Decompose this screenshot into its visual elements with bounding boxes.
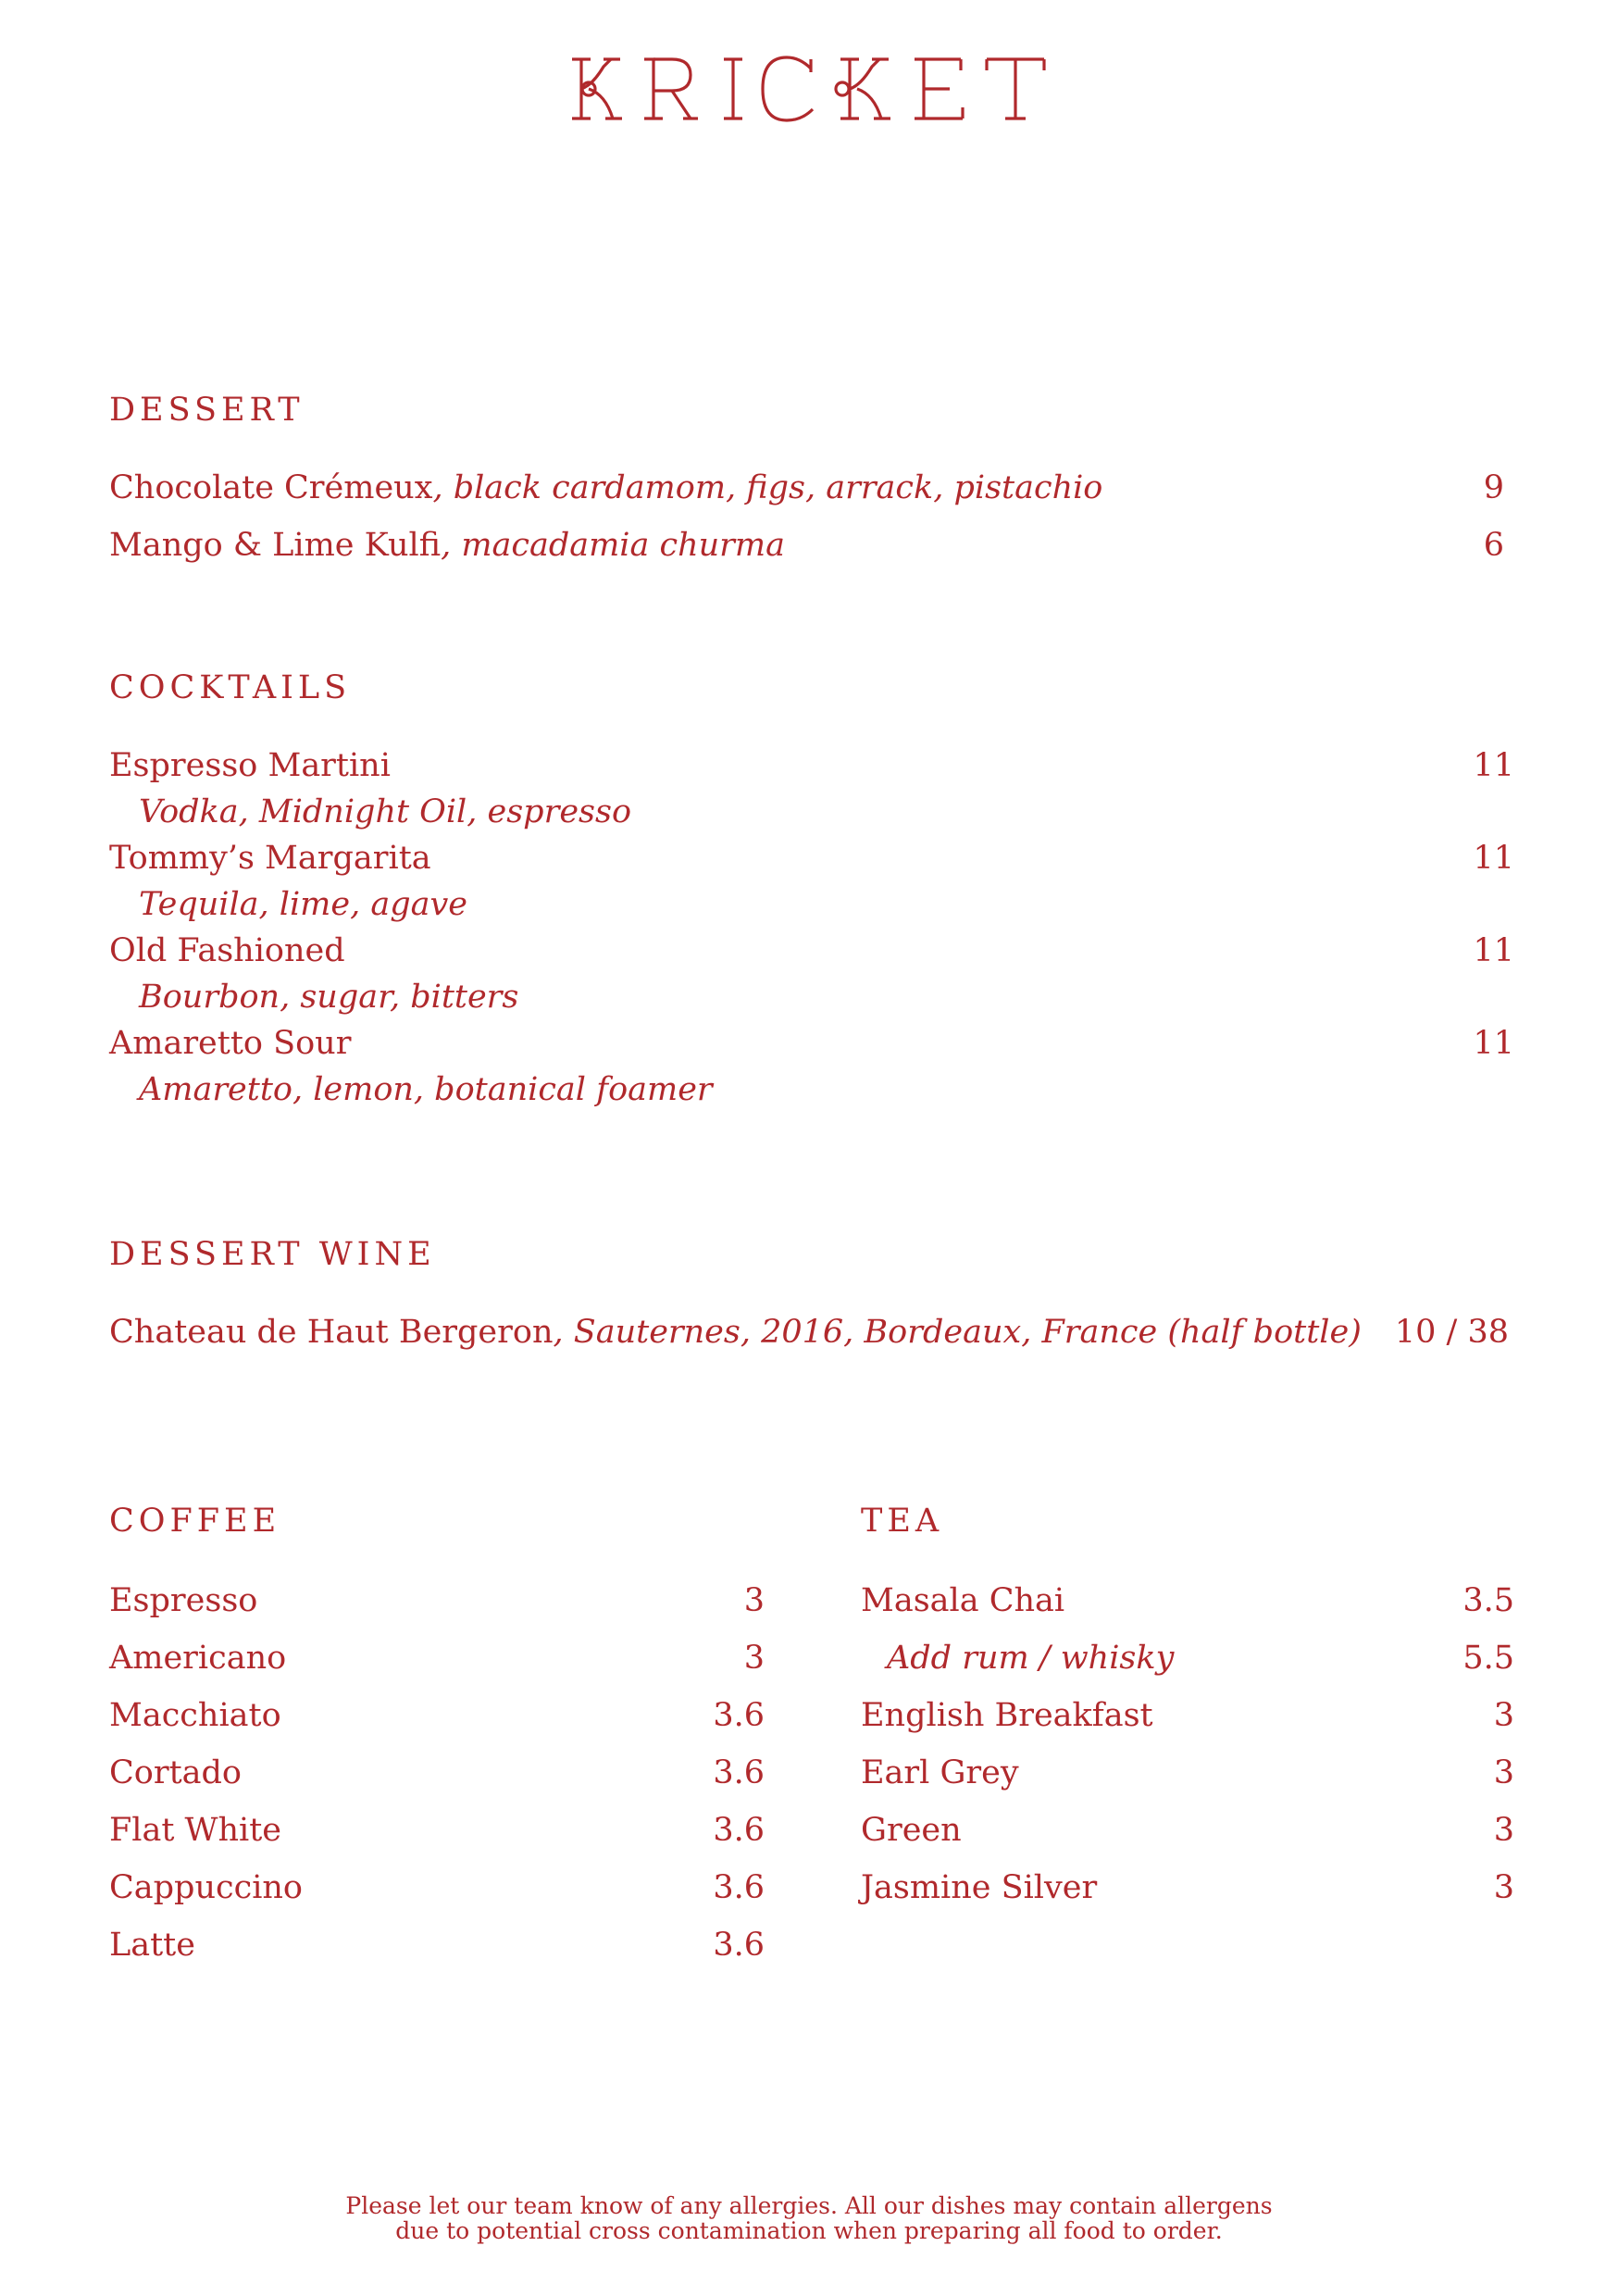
item-description: , black cardamom, figs, arrack, pistachio [432, 469, 1103, 506]
item-name: Macchiato [109, 1697, 281, 1734]
item-name: Americano [109, 1640, 287, 1677]
item-price: 11 [1473, 840, 1514, 877]
item-price: 3.6 [713, 1697, 765, 1734]
item-price: 11 [1473, 747, 1514, 784]
item-name: Chateau de Haut Bergeron [109, 1314, 554, 1351]
item-price: 3 [743, 1582, 765, 1619]
menu-item [109, 1754, 242, 1791]
item-option: Add rum / whisky [887, 1640, 1175, 1677]
kricket-logo-mark [568, 43, 1050, 135]
menu-item [109, 1869, 304, 1906]
item-name: Latte [109, 1927, 195, 1964]
menu-item [861, 1812, 962, 1849]
menu-item [109, 842, 431, 875]
menu-item [109, 932, 345, 969]
cocktails-heading: COCKTAILS [109, 669, 352, 706]
item-price: 3 [1493, 1812, 1514, 1849]
kricket-logo [0, 43, 1618, 144]
menu-item [109, 1025, 352, 1062]
item-name: Chocolate Crémeux [109, 469, 433, 506]
menu-item [861, 1754, 1019, 1791]
item-name: English Breakfast [861, 1697, 1153, 1734]
item-name: Earl Grey [861, 1754, 1019, 1791]
menu-item [109, 1812, 282, 1849]
menu-item [109, 1642, 286, 1675]
item-description: , macadamia churma [441, 527, 785, 564]
menu-item [861, 1869, 1098, 1906]
item-name: Amaretto Sour [109, 1025, 352, 1062]
item-description: Tequila, lime, agave [139, 886, 467, 923]
menu-item [109, 527, 785, 564]
allergy-notice-line: due to potential cross contamination when preparing all food to order. [395, 2216, 1223, 2244]
item-price: 3 [1493, 1697, 1514, 1734]
item-price: 3.5 [1462, 1582, 1514, 1619]
item-price: 3.6 [713, 1812, 765, 1849]
menu-item [109, 1316, 1362, 1349]
item-name: Cappuccino [109, 1869, 304, 1906]
coffee-heading: COFFEE [109, 1503, 281, 1540]
dessert-heading: DESSERT [109, 392, 305, 429]
item-name: Green [861, 1812, 962, 1849]
item-price: 11 [1473, 932, 1514, 969]
item-name: Espresso Martini [109, 747, 391, 784]
allergy-notice [0, 2194, 1618, 2243]
item-price: 3.6 [713, 1927, 765, 1964]
item-price: 9 [1483, 469, 1504, 506]
item-price: 5.5 [1462, 1640, 1514, 1677]
menu-item [109, 1697, 281, 1734]
item-price: 3.6 [713, 1754, 765, 1791]
item-name: Flat White [109, 1812, 282, 1849]
item-price: 3.6 [713, 1869, 765, 1906]
item-name: Tommy’s Margarita [109, 840, 431, 877]
item-price: 11 [1473, 1025, 1514, 1062]
item-name: Masala Chai [861, 1582, 1065, 1619]
item-name: Jasmine Silver [861, 1869, 1098, 1906]
menu-item [861, 1697, 1153, 1734]
item-description: Vodka, Midnight Oil, espresso [139, 793, 632, 830]
item-name: Espresso [109, 1582, 258, 1619]
item-description: Bourbon, sugar, bitters [139, 979, 519, 1016]
dessert-wine-heading: DESSERT WINE [109, 1236, 436, 1273]
item-price: 6 [1483, 527, 1504, 564]
tea-heading: TEA [861, 1503, 944, 1540]
allergy-notice-line: Please let our team know of any allergies. All our dishes may contain allergens [345, 2192, 1273, 2219]
item-description: , Sauternes, 2016, Bordeaux, France (half bottle) [553, 1314, 1362, 1351]
item-price: 3 [743, 1640, 765, 1677]
menu-item [109, 747, 391, 784]
item-description: Amaretto, lemon, botanical foamer [139, 1071, 713, 1108]
menu-item [109, 1929, 195, 1962]
menu-item [109, 1582, 258, 1619]
item-name: Mango & Lime Kulfi [109, 527, 442, 564]
menu-item [109, 469, 1103, 506]
item-price: 3 [1493, 1754, 1514, 1791]
item-price: 10 / 38 [1394, 1314, 1509, 1351]
item-name: Old Fashioned [109, 932, 345, 969]
menu-item [861, 1582, 1065, 1619]
item-price: 3 [1493, 1869, 1514, 1906]
item-name: Cortado [109, 1754, 242, 1791]
